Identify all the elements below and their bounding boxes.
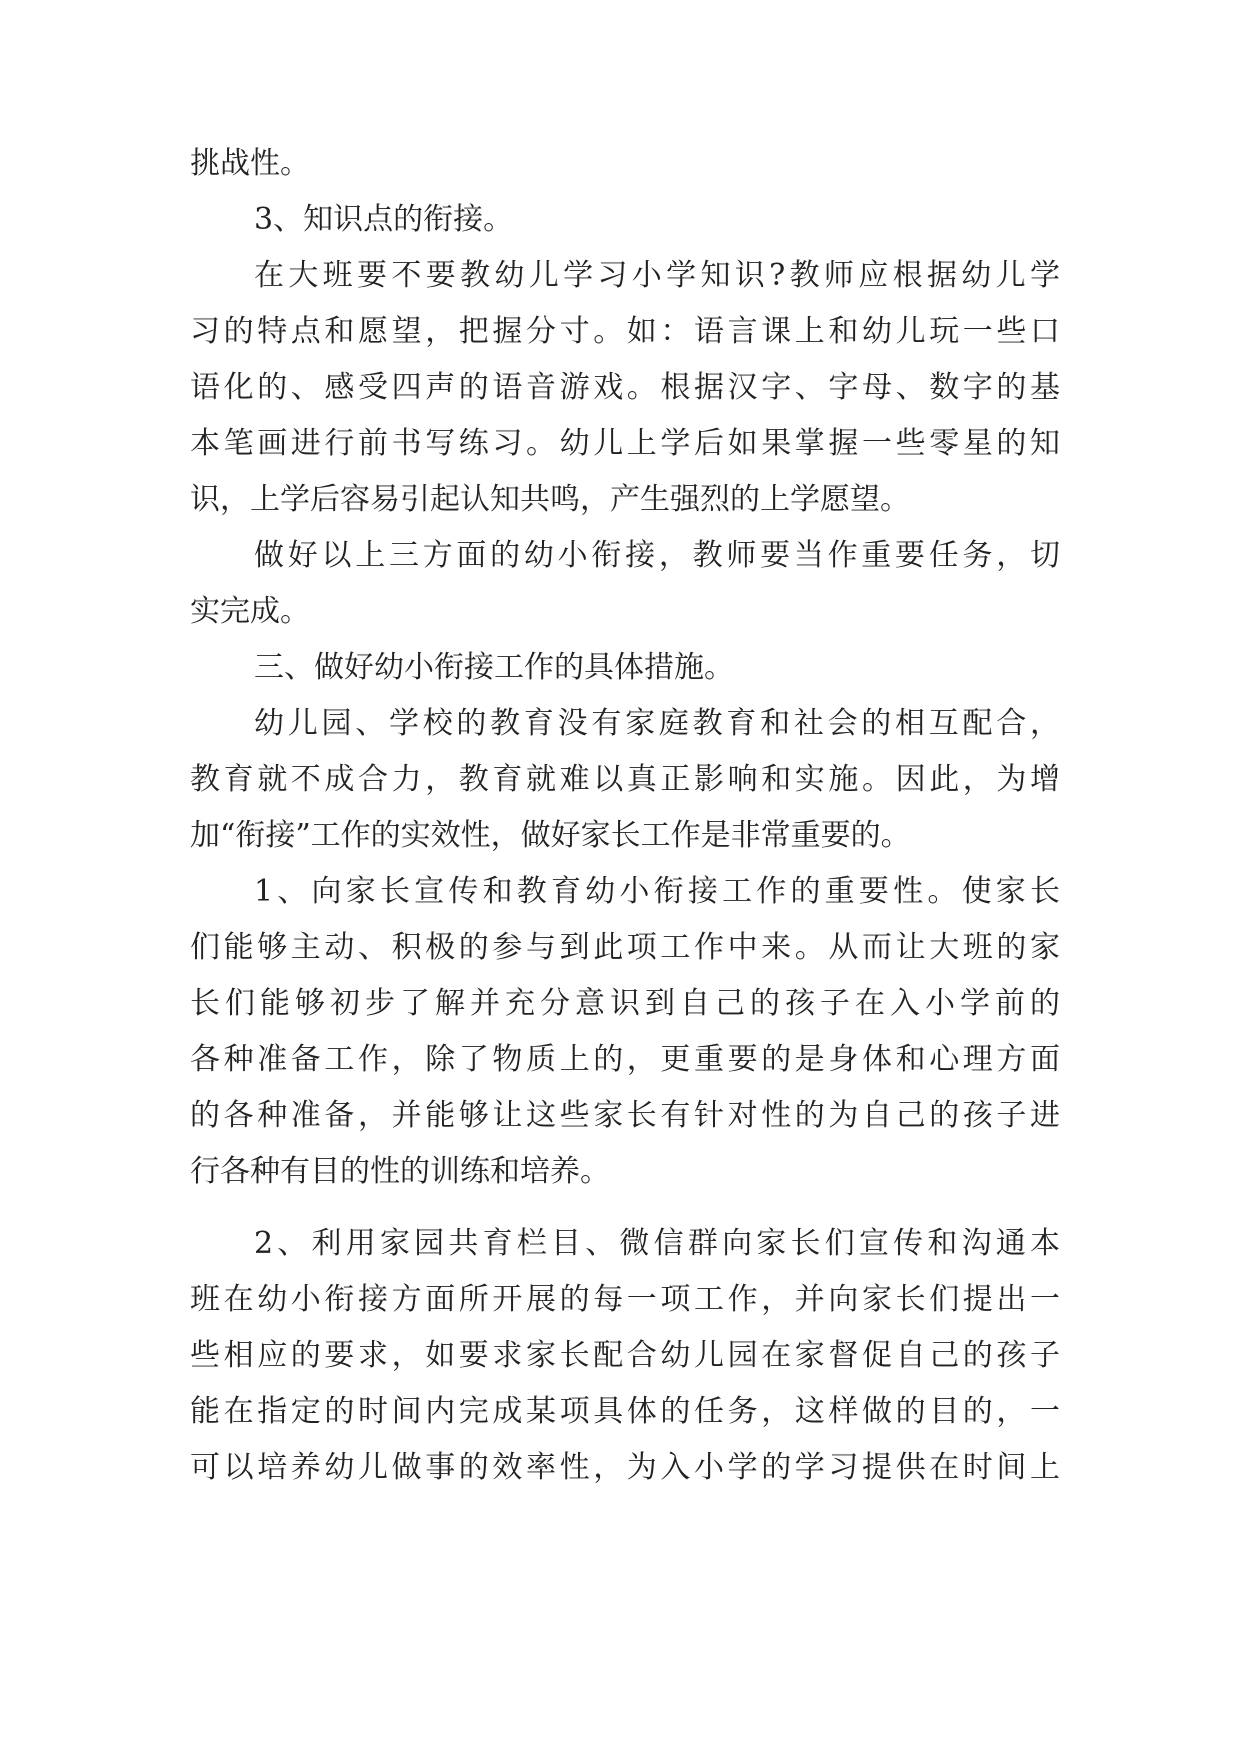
- text-line: 做好以上三方面的幼小衔接，教师要当作重要任务，切: [254, 538, 1060, 573]
- text-line: 识，上学后容易引起认知共鸣，产生强烈的上学愿望。: [190, 482, 910, 517]
- text-line: 们能够主动、积极的参与到此项工作中来。从而让大班的家: [190, 930, 1060, 965]
- section-heading: 3、知识点的衔接。: [254, 202, 514, 237]
- text-line: 幼儿园、学校的教育没有家庭教育和社会的相互配合，: [254, 706, 1060, 741]
- section-heading: 三、做好幼小衔接工作的具体措施。: [254, 650, 734, 685]
- text-line: 语化的、感受四声的语音游戏。根据汉字、字母、数字的基: [190, 370, 1060, 405]
- text-line: 实完成。: [190, 594, 310, 629]
- text-line: 1、向家长宣传和教育幼小衔接工作的重要性。使家长: [254, 874, 1060, 909]
- text-line: 加“衔接”工作的实效性，做好家长工作是非常重要的。: [190, 818, 911, 853]
- text-line: 本笔画进行前书写练习。幼儿上学后如果掌握一些零星的知: [190, 426, 1060, 461]
- text-line: 2、利用家园共育栏目、微信群向家长们宣传和沟通本: [254, 1226, 1060, 1261]
- text-line: 挑战性。: [190, 146, 310, 181]
- text-line: 可以培养幼儿做事的效率性，为入小学的学习提供在时间上: [190, 1450, 1060, 1485]
- text-line: 的各种准备，并能够让这些家长有针对性的为自己的孩子进: [190, 1098, 1060, 1133]
- text-line: 长们能够初步了解并充分意识到自己的孩子在入小学前的: [190, 986, 1060, 1021]
- text-line: 教育就不成合力，教育就难以真正影响和实施。因此，为增: [190, 762, 1060, 797]
- text-line: 各种准备工作，除了物质上的，更重要的是身体和心理方面: [190, 1042, 1060, 1077]
- text-line: 些相应的要求，如要求家长配合幼儿园在家督促自己的孩子: [190, 1338, 1060, 1373]
- text-line: 行各种有目的性的训练和培养。: [190, 1154, 610, 1189]
- text-line: 能在指定的时间内完成某项具体的任务，这样做的目的，一: [190, 1394, 1060, 1429]
- text-line: 在大班要不要教幼儿学习小学知识?教师应根据幼儿学: [254, 258, 1060, 293]
- text-line: 习的特点和愿望，把握分寸。如：语言课上和幼儿玩一些口: [190, 314, 1060, 349]
- text-line: 班在幼小衔接方面所开展的每一项工作，并向家长们提出一: [190, 1282, 1060, 1317]
